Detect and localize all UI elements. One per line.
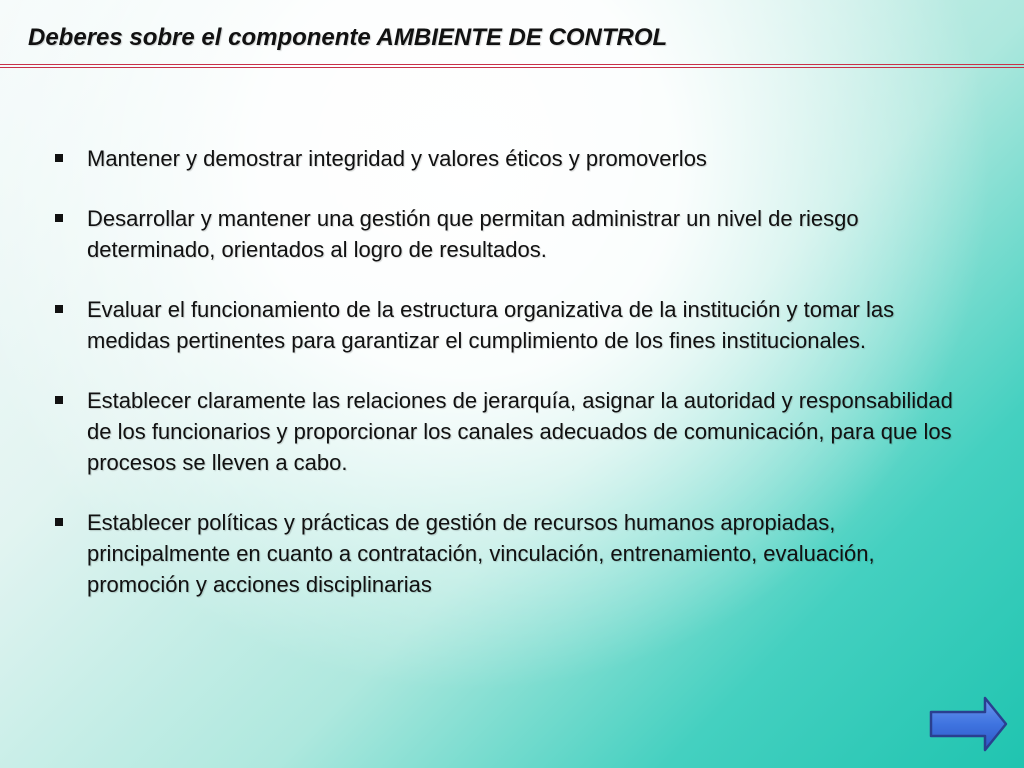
bullet-item	[54, 143, 974, 174]
square-bullet-icon	[55, 154, 63, 162]
square-bullet-icon	[55, 214, 63, 222]
bullet-item	[54, 507, 974, 600]
title-divider-line-bottom	[0, 67, 1024, 68]
bullet-list	[54, 143, 974, 629]
bullet-text: Desarrollar y mantener una gestión que permitan administrar un nivel de riesgo determinado, orientados al logro de resultados.	[87, 206, 859, 262]
square-bullet-icon	[55, 518, 63, 526]
bullet-item	[54, 294, 974, 356]
bullet-item	[54, 203, 974, 265]
bullet-text: Establecer políticas y prácticas de gestión de recursos humanos apropiadas, principalmente en cuanto a contratación, vinculación, entrenamiento, evaluación, promoción y acciones disciplinarias	[87, 510, 875, 597]
bullet-text: Establecer claramente las relaciones de jerarquía, asignar la autoridad y responsabilidad de los funcionarios y proporcionar los canales adecuados de comunicación, para que los procesos se lleven a cabo.	[87, 388, 953, 475]
title-divider-line-top	[0, 64, 1024, 65]
bullet-text: Evaluar el funcionamiento de la estructura organizativa de la institución y tomar las medidas pertinentes para garantizar el cumplimiento de los fines institucionales.	[87, 297, 895, 353]
square-bullet-icon	[55, 396, 63, 404]
square-bullet-icon	[55, 305, 63, 313]
right-arrow-icon	[927, 695, 1009, 753]
title-divider	[0, 64, 1024, 68]
next-slide-button[interactable]	[927, 695, 1009, 753]
bullet-text: Mantener y demostrar integridad y valores éticos y promoverlos	[87, 146, 707, 171]
slide-title: Deberes sobre el componente AMBIENTE DE CONTROL	[28, 24, 668, 51]
bullet-item	[54, 385, 974, 478]
